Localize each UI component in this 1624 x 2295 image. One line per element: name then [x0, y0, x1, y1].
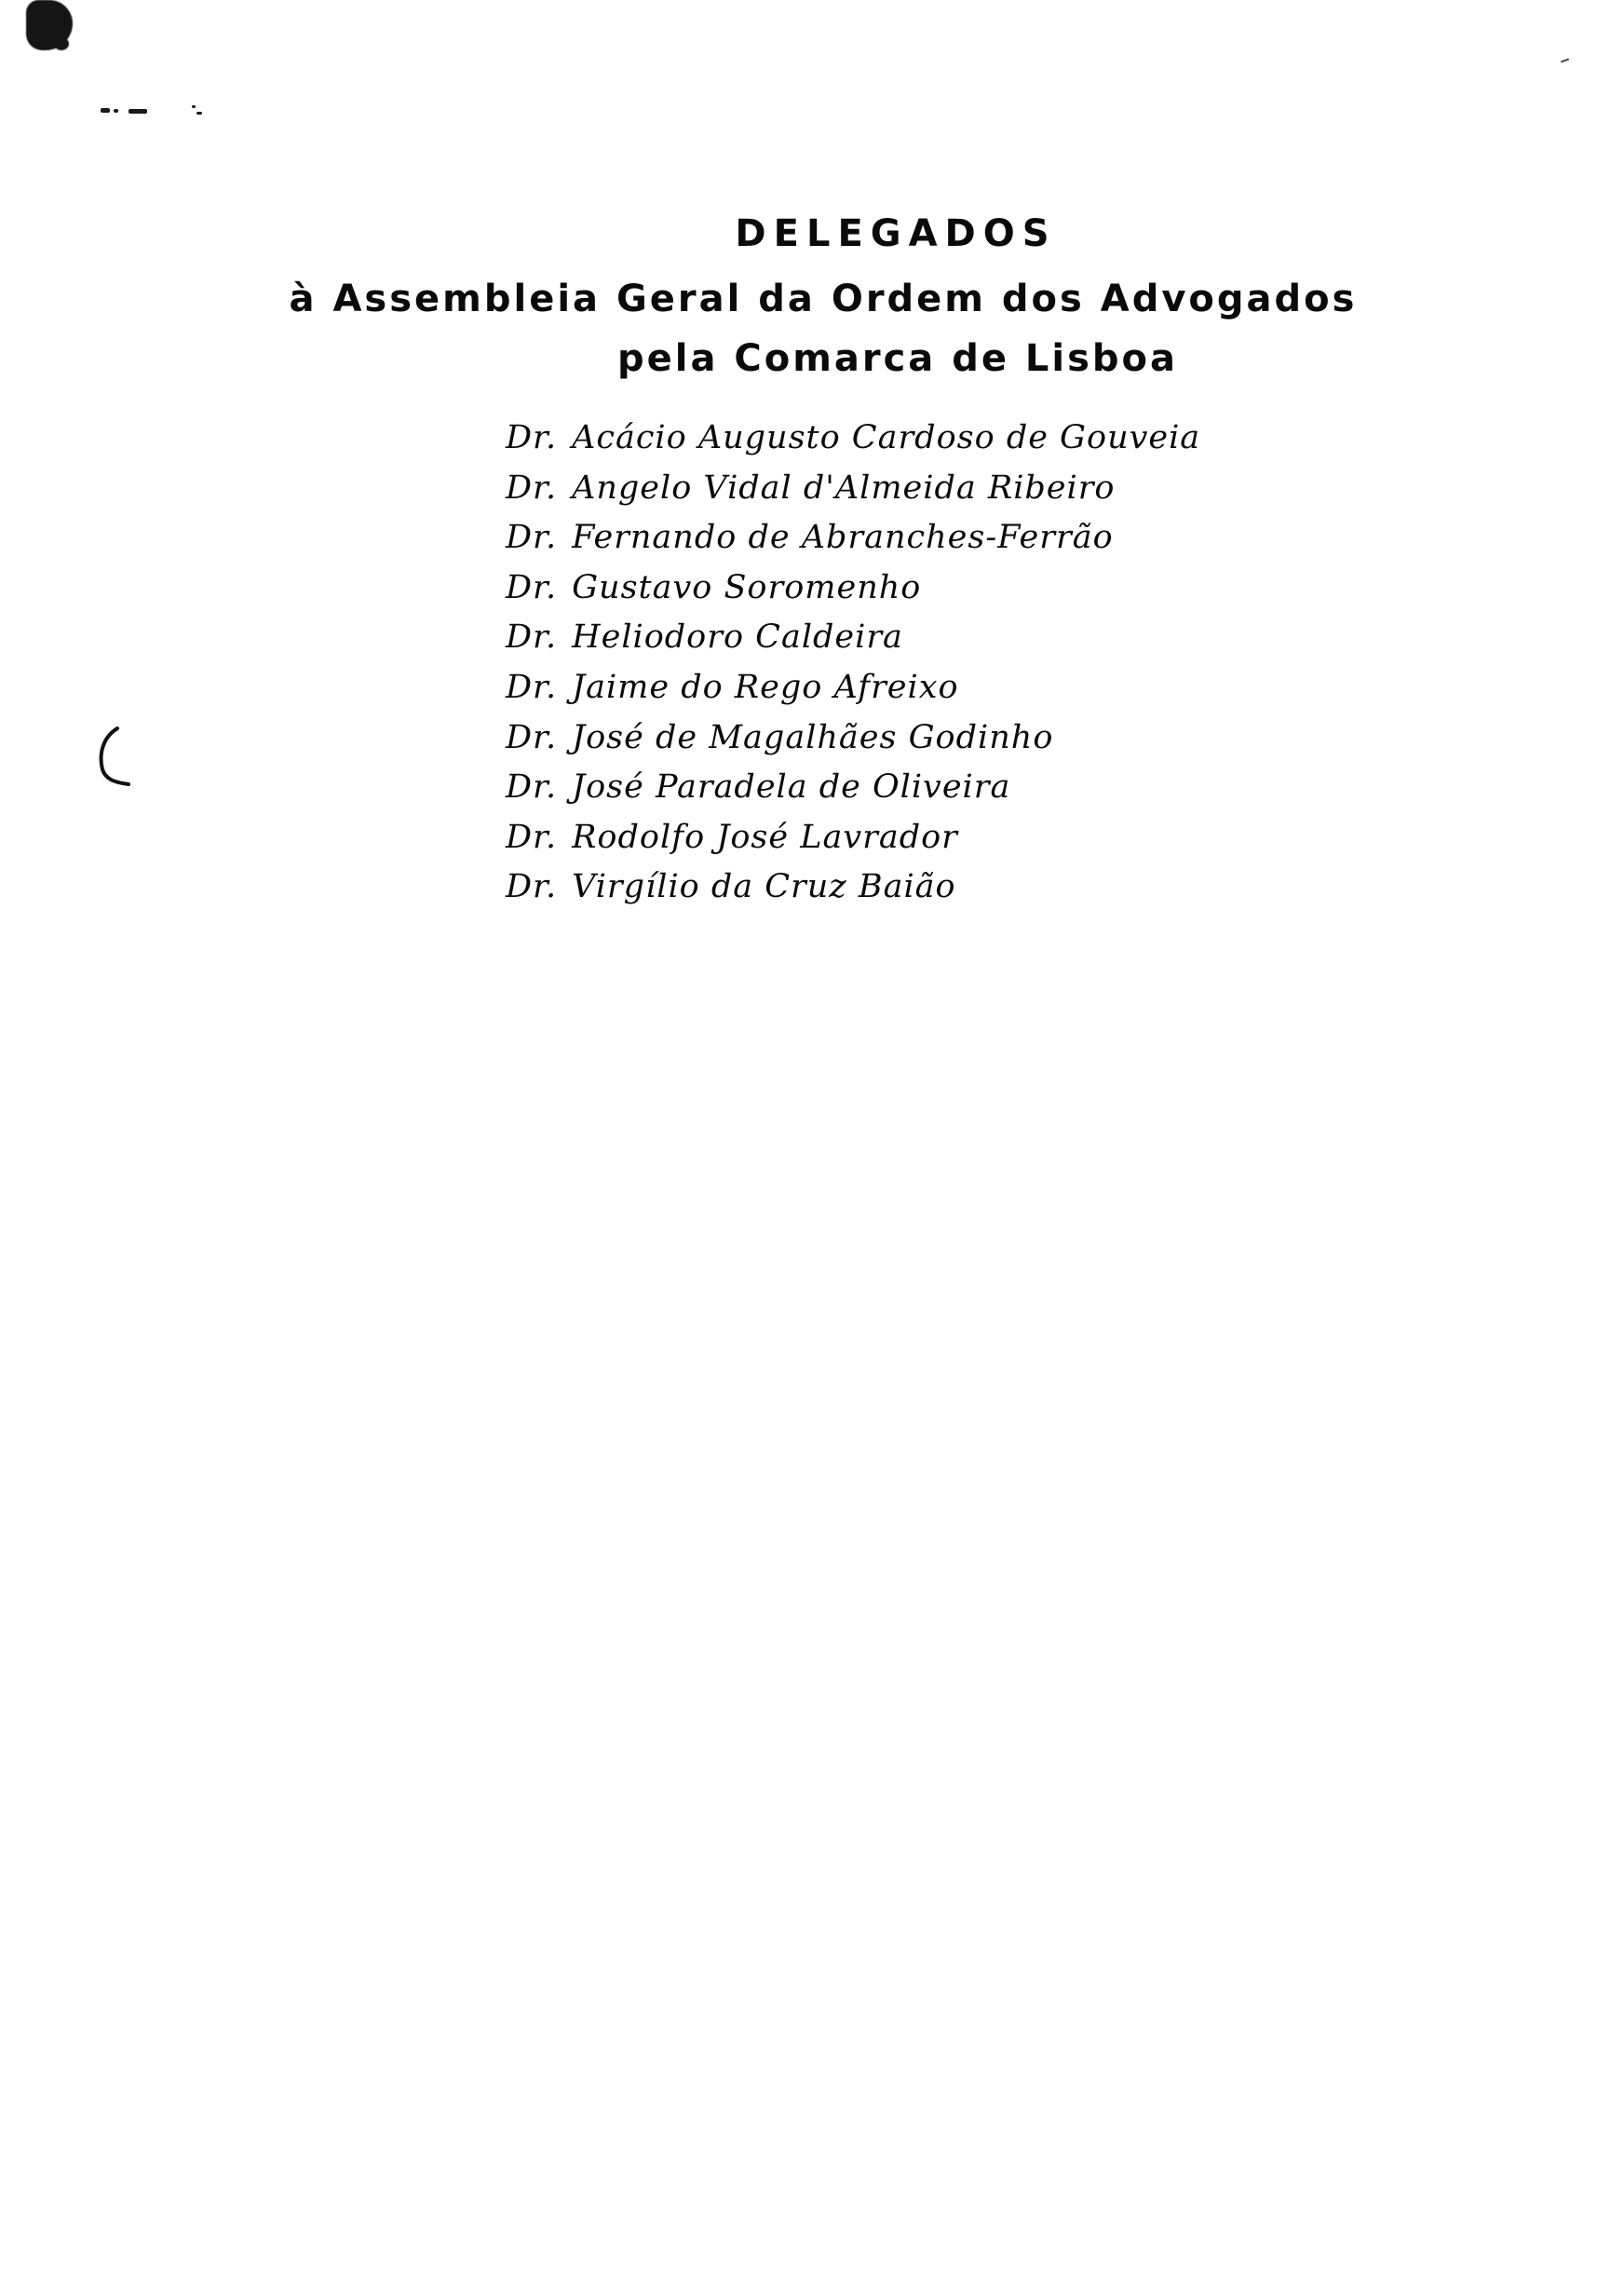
delegate-title: Dr. [506, 618, 558, 657]
delegate-name: Heliodoro Caldeira [572, 618, 903, 657]
delegate-name: Jaime do Rego Afreixo [572, 668, 959, 706]
delegate-item [506, 414, 1200, 464]
delegate-item [506, 862, 1200, 913]
delegate-item [506, 813, 1200, 863]
delegate-title: Dr. [506, 868, 558, 906]
delegate-name: José Paradela de Oliveira [572, 768, 1011, 807]
ink-blot [26, 0, 73, 50]
delegate-name: Acácio Augusto Cardoso de Gouveia [572, 419, 1201, 456]
delegate-title: Dr. [506, 718, 558, 756]
delegate-list [506, 414, 1200, 913]
delegate-item [506, 713, 1200, 764]
delegate-name: Virgílio da Cruz Baião [572, 868, 956, 906]
delegate-item [506, 763, 1200, 813]
delegate-title: Dr. [506, 818, 558, 856]
delegate-name: Angelo Vidal d'Almeida Ribeiro [572, 469, 1116, 507]
scan-mark [1561, 59, 1569, 63]
delegate-item [506, 513, 1200, 564]
delegate-item [506, 564, 1200, 614]
scan-specks [101, 104, 212, 119]
document-subtitle: à Assembleia Geral da Ordem dos Advogados [289, 278, 1358, 320]
delegate-title: Dr. [506, 768, 558, 807]
delegate-title: Dr. [506, 469, 558, 507]
delegate-item [506, 464, 1200, 514]
delegate-name: Fernando de Abranches-Ferrão [572, 519, 1114, 557]
delegate-item [506, 663, 1200, 713]
delegate-name: Gustavo Soromenho [572, 568, 922, 606]
bracket-mark [97, 727, 130, 786]
delegate-title: Dr. [506, 519, 558, 557]
delegate-item [506, 613, 1200, 663]
delegate-title: Dr. [506, 419, 558, 456]
delegate-title: Dr. [506, 668, 558, 706]
delegate-name: José de Magalhães Godinho [572, 718, 1054, 756]
document-title: DELEGADOS [735, 212, 1057, 255]
delegate-name: Rodolfo José Lavrador [572, 818, 958, 856]
document-subtitle-line2: pela Comarca de Lisboa [616, 337, 1179, 380]
delegate-title: Dr. [506, 568, 558, 606]
